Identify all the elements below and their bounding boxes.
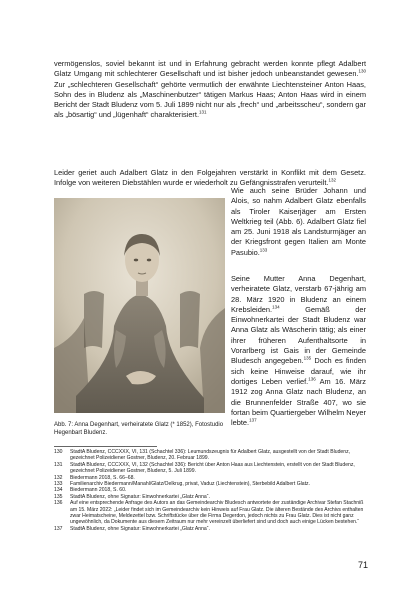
footnote-divider <box>54 446 157 447</box>
footnote-ref: 133 <box>259 247 268 253</box>
footnote-ref: 136 <box>308 376 316 382</box>
footnote-ref: 134 <box>272 304 280 310</box>
footnote-item: 134 Biedermann 2018, S. 60. <box>54 487 127 494</box>
footnote-ref: 131 <box>199 110 207 116</box>
footnote-item: 137 StadtA Bludenz, ohne Signatur: Einwohnerkartei „Glatz Anna“. <box>54 525 210 532</box>
footnote-ref: 132 <box>328 177 336 183</box>
footnote-item: 132 Biedermann 2018, S. 66–68. <box>54 474 135 481</box>
footnotes-list <box>54 449 366 532</box>
side-paragraph-1: Wie auch seine Brüder Johann und Alois, so nahm Adalbert Glatz ebenfalls als Tiroler Kaiserjäger am Ersten Weltkrieg teil (Abb. 6). Adalbert Glatz fiel am 25. Juni 1918 als Landsturmjäger an der Kriegsfront gegen Italien am Monte Pasubio.$^{133}$ <box>231 186 366 257</box>
footnote-ref: 137 <box>249 417 257 423</box>
footnote-item: 131 StadtA Bludenz, CCCXXX, VI, 132 (Schachtel 336): Bericht über Anton Haas aus Liechtenstein, erstellt von der Stadt Bludenz, gezeichnet Polizeidiener Gostner, Bludenz, 5. Juli 1899. <box>54 461 355 475</box>
portrait-photo <box>54 198 225 413</box>
footnote-item: 130 StadtA Bludenz, CCCXXX, VI, 131 (Schachtel 336): Leumundszeugnis für Adalbert Glatz, ausgestellt von der Stadt Bludenz, gezeichnet Polizeidiener Gostner, Bludenz, 20. Februar 1899. <box>54 449 351 462</box>
footnote-item: 133 Familienarchiv Biedermann/Manahl/Glatz/Oelkrug, privat, Vaduz (Liechtenstein), Sterbebild Adalbert Glatz. <box>54 481 310 488</box>
page-number: 71 <box>357 560 368 570</box>
footnote-item: 135 StadtA Bludenz, ohne Signatur: Einwohnerkartei „Glatz Anna“. <box>54 493 210 500</box>
side-paragraph-2: Seine Mutter Anna Degenhart, verheiratete Glatz, verstarb 67-jährig am 28. März 1920 in Bludenz an einem Krebsleiden.$^{134}$ Gemäß der Einwohnerkartei der Stadt Bludenz war Anna Glatz als Wäscherin tätig; als einer ihrer früheren Aufenthaltsorte in Vorarlberg ist Gais in der Gemeinde Bludesch angegeben.$^{135}$ Doch es finden sich keine Hinweise darauf, wie ihr dortiges Leben verlief.$^{136}$ Am 16. März 1912 zog Anna Glatz nach Bludenz, an die Brunnenfelder Straße 407, wo sie fortan beim Quartiergeber Wilhelm Neyer lebte.$^{137}$ <box>231 274 366 428</box>
body-paragraph-1: vermögenslos, soviel bekannt ist und in Erfahrung gebracht werden konnte pflegt Adalbert Glatz Umgang mit schlechterer Gesellschaft und ist bisher jedoch unbeanstandet gewesen.$^{130}$ Zur „schlechteren Gesellschaft“ gehörte vermutlich der erwähnte Liechtensteiner Anton Haas, Sohn des in Bludenz als „Maschinenbutzer“ tätigen Markus Haas; Anton Haas wird in einem Bericht der Stadt Bludenz vom 5. Juli 1899 nicht nur als „frech“ und „arbeitsscheu“, sondern gar als „bösartig“ und „lügenhaft“ charakterisiert.$^{131}$ <box>54 59 366 120</box>
footnote-ref: 130 <box>358 68 366 74</box>
portrait-photo-graphic <box>54 198 225 413</box>
footnote-ref: 135 <box>303 355 312 361</box>
footnote-item: 136 Auf eine entsprechende Anfrage des Autors an das Gemeindearchiv Bludesch antwortete der zuständige Archivar Stefan Stachniß am 15. März 2022: „Leider findet sich im Gemeindearchiv kein Hinweis auf Frau Glatz. Die älteren Bestände des Archivs enthalten zwar Heimatscheine, Meldezettel bzw. Schriftstücke über die Firma Degerdon, jedoch nichts zu Frau Glatz. Dies ist nicht ganz ungewöhnlich, da Dokumente aus diesem Zeitraum nur mehr vereinzelt überliefert sind und doch auch einige Lücken bestehen.“ <box>54 500 364 526</box>
figure-caption: Abb. 7: Anna Degenhart, verheiratete Glatz (* 1852), Fotostudio Hegenbart Bludenz. <box>54 422 224 437</box>
body-paragraph-2: Leider geriet auch Adalbert Glatz in den Folgejahren verstärkt in Konflikt mit dem Gesetz. Infolge von weiteren Diebstählen wurde er wiederholt zu Gefängnisstrafen verurteilt.$^{132}$ <box>54 168 366 188</box>
